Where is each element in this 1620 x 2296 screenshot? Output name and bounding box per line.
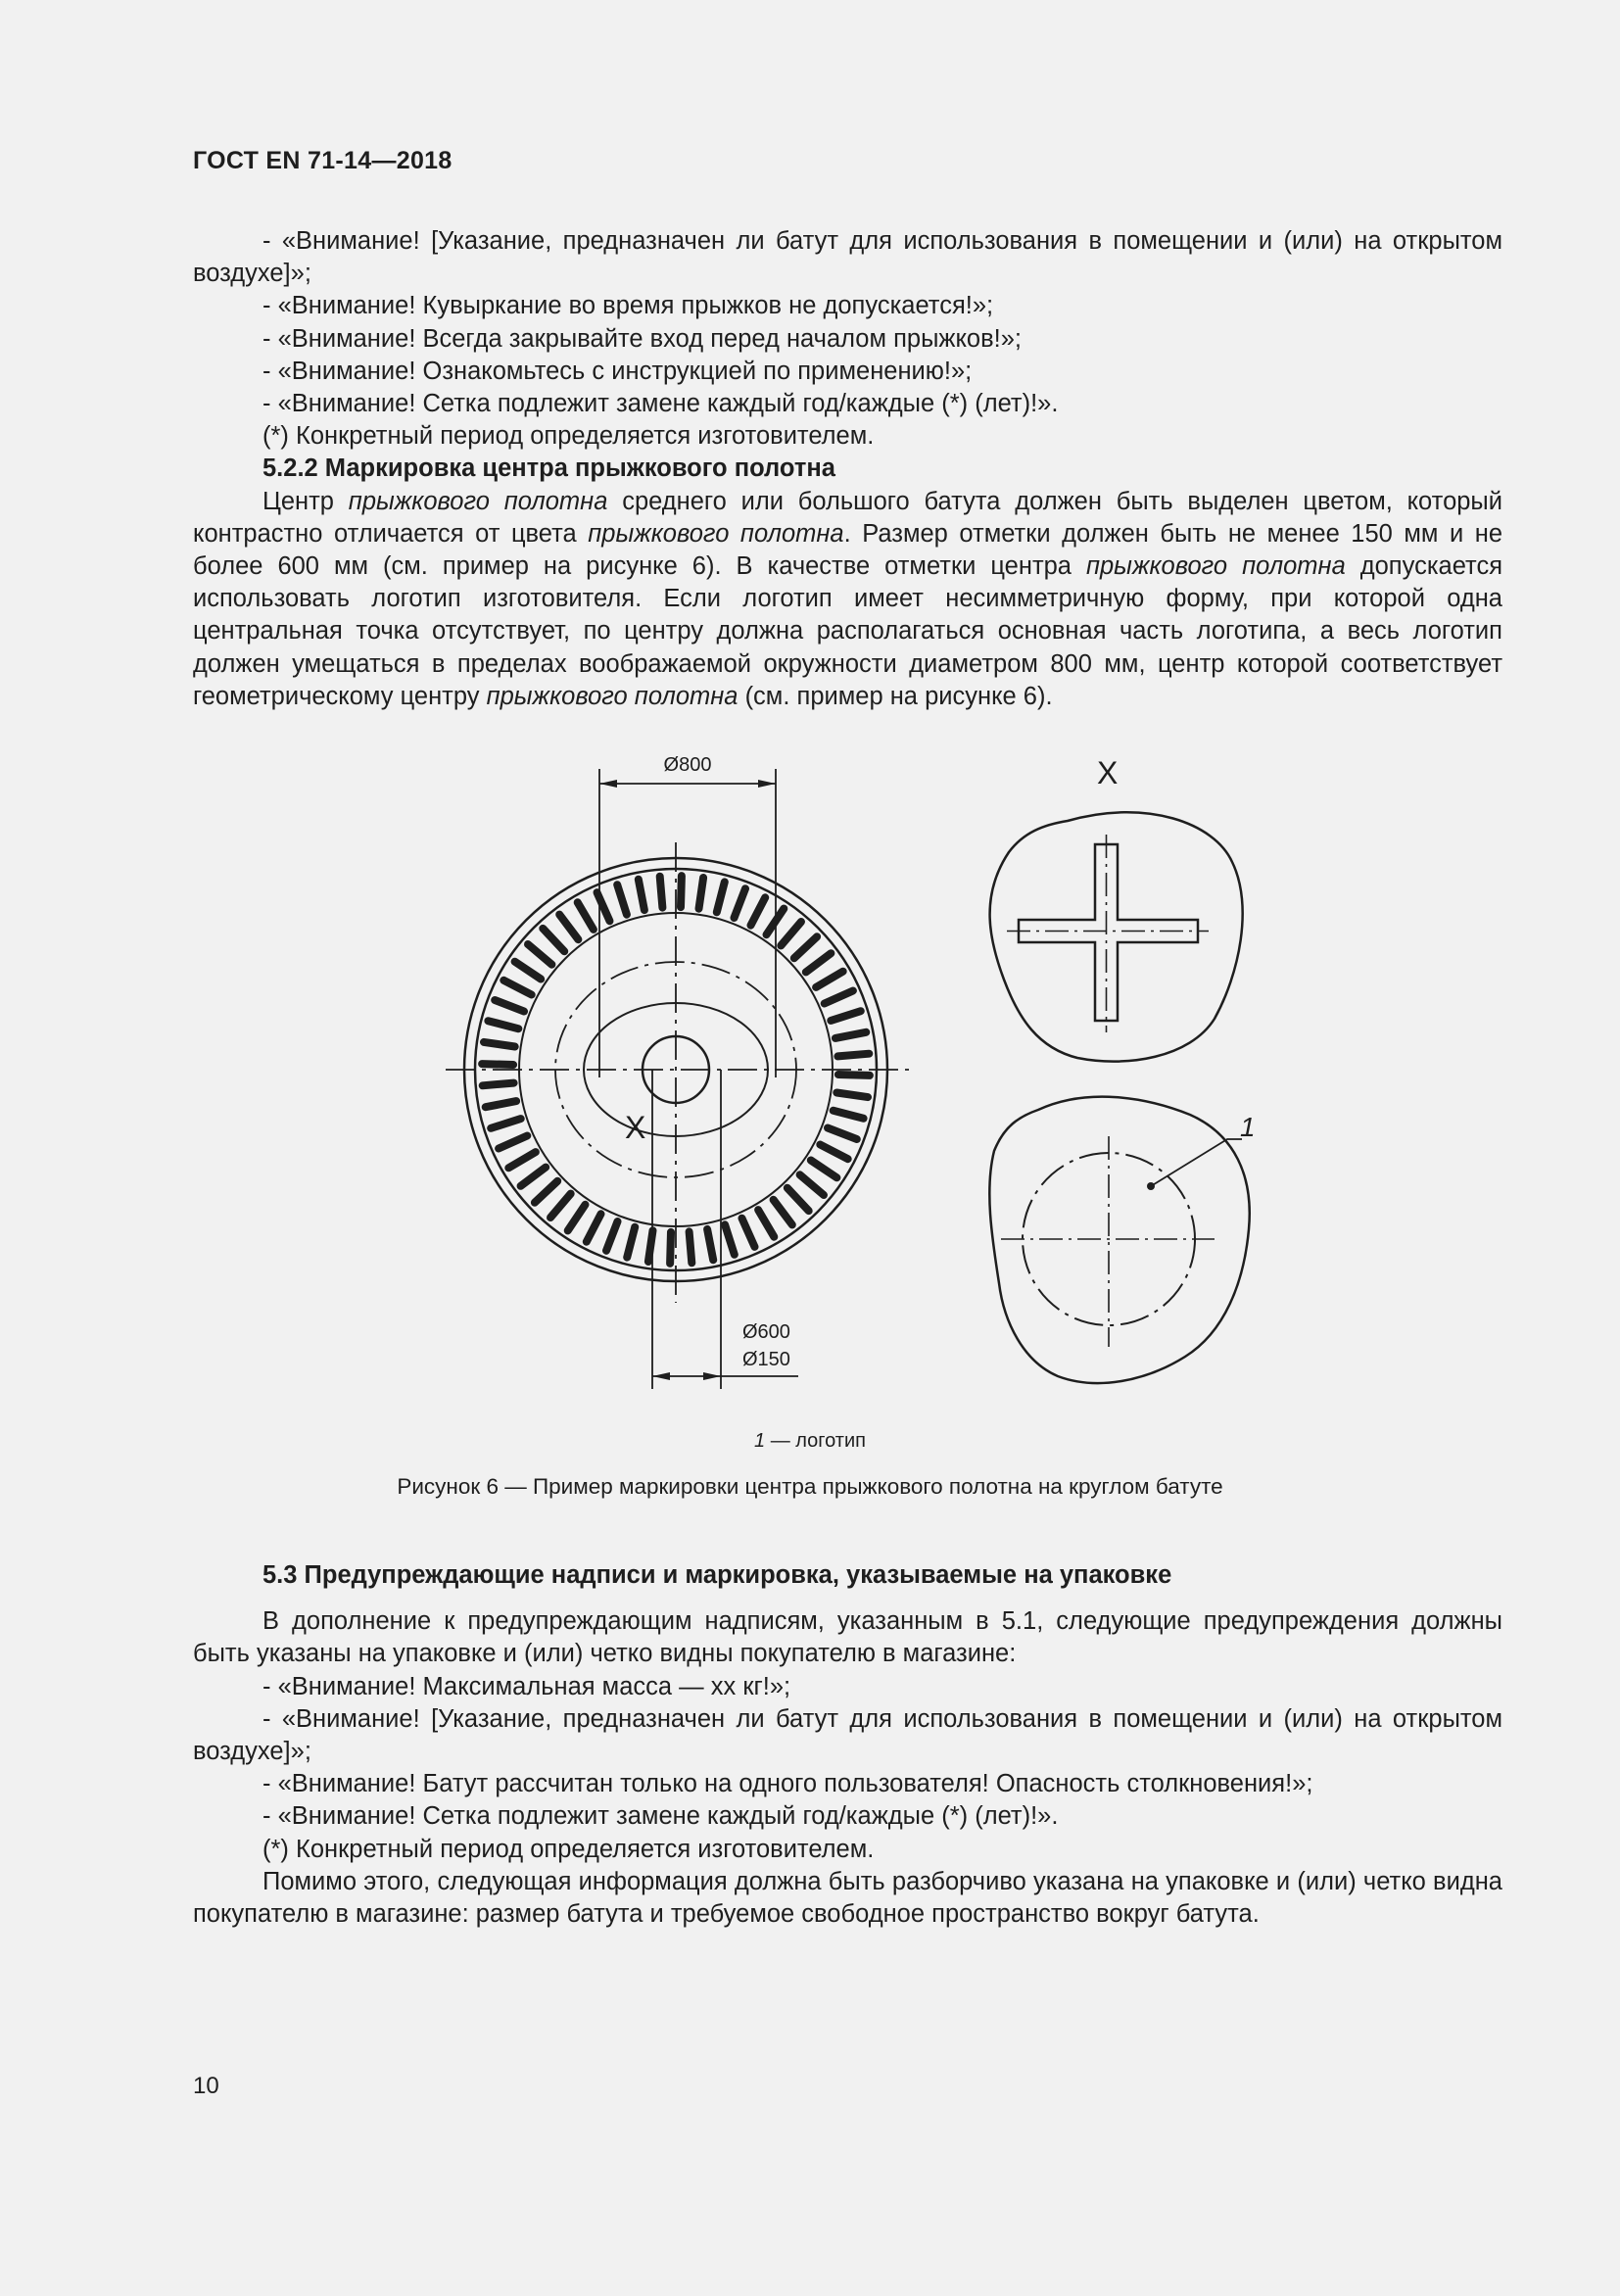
dimension-600-label: Ø600 [742,1321,790,1343]
warning-item: - «Внимание! Максимальная масса — хх кг!»; [262,1672,791,1700]
spring [508,1152,536,1168]
dimension-800 [599,769,776,1077]
spring [742,1219,755,1247]
spring [751,897,766,925]
spring [767,909,785,935]
dimension-150-label: Ø150 [742,1349,790,1370]
spring [535,1181,557,1203]
document-header: ГОСТ EN 71-14—2018 [193,147,453,174]
dimension-800-label: Ø800 [663,754,712,776]
spring [670,1232,671,1264]
spring [787,1188,809,1211]
spring [597,892,610,921]
section-warnings-marking [193,225,1502,713]
spring [503,981,531,995]
trampoline-outer-frame [464,858,887,1281]
detail-logo-outline [989,1097,1249,1383]
warning-item: - «Внимание! [Указание, предназначен ли батут для использования в помещении и (или) на открытом воздухе]»; [193,227,1502,288]
spring [699,878,704,909]
spring [816,972,843,987]
centre-axes [446,842,916,1303]
spring [488,1021,518,1028]
spring [774,1200,792,1225]
spring [811,1161,837,1178]
spring [587,1214,601,1241]
figure-legend: 1 — логотип [754,1430,866,1452]
spring [484,1042,515,1047]
spring [660,877,663,908]
section-packaging [193,1559,1502,1931]
spring [648,1230,653,1262]
spring [521,1168,547,1186]
logo-leader-number: 1 [1240,1112,1256,1142]
spring [543,929,564,951]
warning-item: - «Внимание! [Указание, предназначен ли батут для использования в помещении и (или) на открытом воздухе]»; [193,1704,1502,1766]
footnote: (*) Конкретный период определяется изготовителем. [262,422,875,451]
spring [836,1093,868,1098]
spring [483,1083,514,1086]
section-heading: 5.3 Предупреждающие надписи и маркировка, указываемые на упаковке [262,1561,1172,1589]
spring [528,944,551,965]
body-paragraph: Центр прыжкового полотна среднего или большого батута должен быть выделен цветом, который контрастно отличается от цвета прыжкового полотна. Размер отметки должен быть не менее 150 мм и не более 600 мм (см. пример на рисунке 6). В качестве отметки центра прыжкового полотна допускается использовать логотип изготовителя. Если логотип имеет несимметричную форму, при которой одна центральная точка отсутствует, по центру должна располагаться основная часть логотипа, а весь логотип должен умещаться в пределах воображаемой окружности диаметром 800 мм, центр которой соответствует геометрическому центру прыжкового полотна (см. пример на рисунке 6). [193,487,1503,710]
body-paragraph: В дополнение к предупреждающим надписям, указанным в 5.1, следующие предупреждения должны быть указаны на упаковке и (или) четко видны покупателю в магазине: [193,1607,1502,1668]
warning-item: - «Внимание! Кувыркание во время прыжков не допускается!»; [262,292,994,320]
spring [606,1221,618,1251]
logo-leader-line [1151,1139,1242,1186]
spring [834,1111,864,1119]
spring [828,1128,857,1140]
spring [831,1011,861,1021]
spring [495,1000,524,1012]
spring [486,1101,516,1107]
warning-item: - «Внимание! Сетка подлежит замене каждый год/каждые (*) (лет)!». [262,390,1059,418]
spring [717,882,725,912]
logo-point [1147,1182,1155,1190]
spring [499,1136,527,1149]
spring [735,888,746,918]
spring [837,1054,869,1057]
subsection-heading: 5.2.2 Маркировка центра прыжкового полотна [262,454,835,483]
spring [617,885,627,915]
spring [627,1227,635,1258]
centre-mark-circles [555,962,796,1177]
detail-x-outline [990,812,1243,1061]
spring [515,962,542,980]
spring [491,1119,521,1128]
spring [820,1145,847,1160]
page-number: 10 [193,2073,219,2099]
spring [690,1231,692,1263]
spring [794,936,817,958]
spring [835,1032,866,1038]
spring [568,1205,586,1231]
spring [838,1075,870,1076]
spring [639,880,644,910]
spring [781,922,801,945]
spring [559,915,578,940]
warning-item: - «Внимание! Всегда закрывайте вход перед началом прыжков!»; [262,324,1022,353]
warning-item: - «Внимание! Сетка подлежит замене каждый год/каждые (*) (лет)!». [262,1802,1059,1831]
body-paragraph: Помимо этого, следующая информация должна быть разборчиво указана на упаковке и (или) четко видна покупателю в магазине: размер батута и требуемое свободное пространство вокруг батута. [193,1867,1502,1929]
trampoline-springs [482,876,870,1264]
warning-item: - «Внимание! Батут рассчитан только на одного пользователя! Опасность столкновения!»; [262,1770,1313,1798]
spring [758,1210,774,1237]
spring [800,1174,824,1195]
spring [707,1229,713,1260]
spring [681,876,682,907]
cross-logo [1007,835,1209,1032]
spring [825,991,853,1004]
detail-x-title: X [1097,755,1119,790]
figure-caption: Рисунок 6 — Пример маркировки центра прыжкового полотна на круглом батуте [397,1474,1223,1499]
footnote: (*) Конкретный период определяется изготовителем. [262,1835,875,1863]
spring [482,1064,513,1065]
logo-boundary [1001,1136,1215,1347]
spring [725,1224,735,1255]
spring [550,1194,571,1218]
detail-marker-x: X [625,1110,646,1145]
spring [578,902,594,930]
warning-item: - «Внимание! Ознакомьтесь с инструкцией по применению!»; [262,357,973,385]
dimension-150-600 [652,1070,798,1389]
spring [806,953,832,972]
